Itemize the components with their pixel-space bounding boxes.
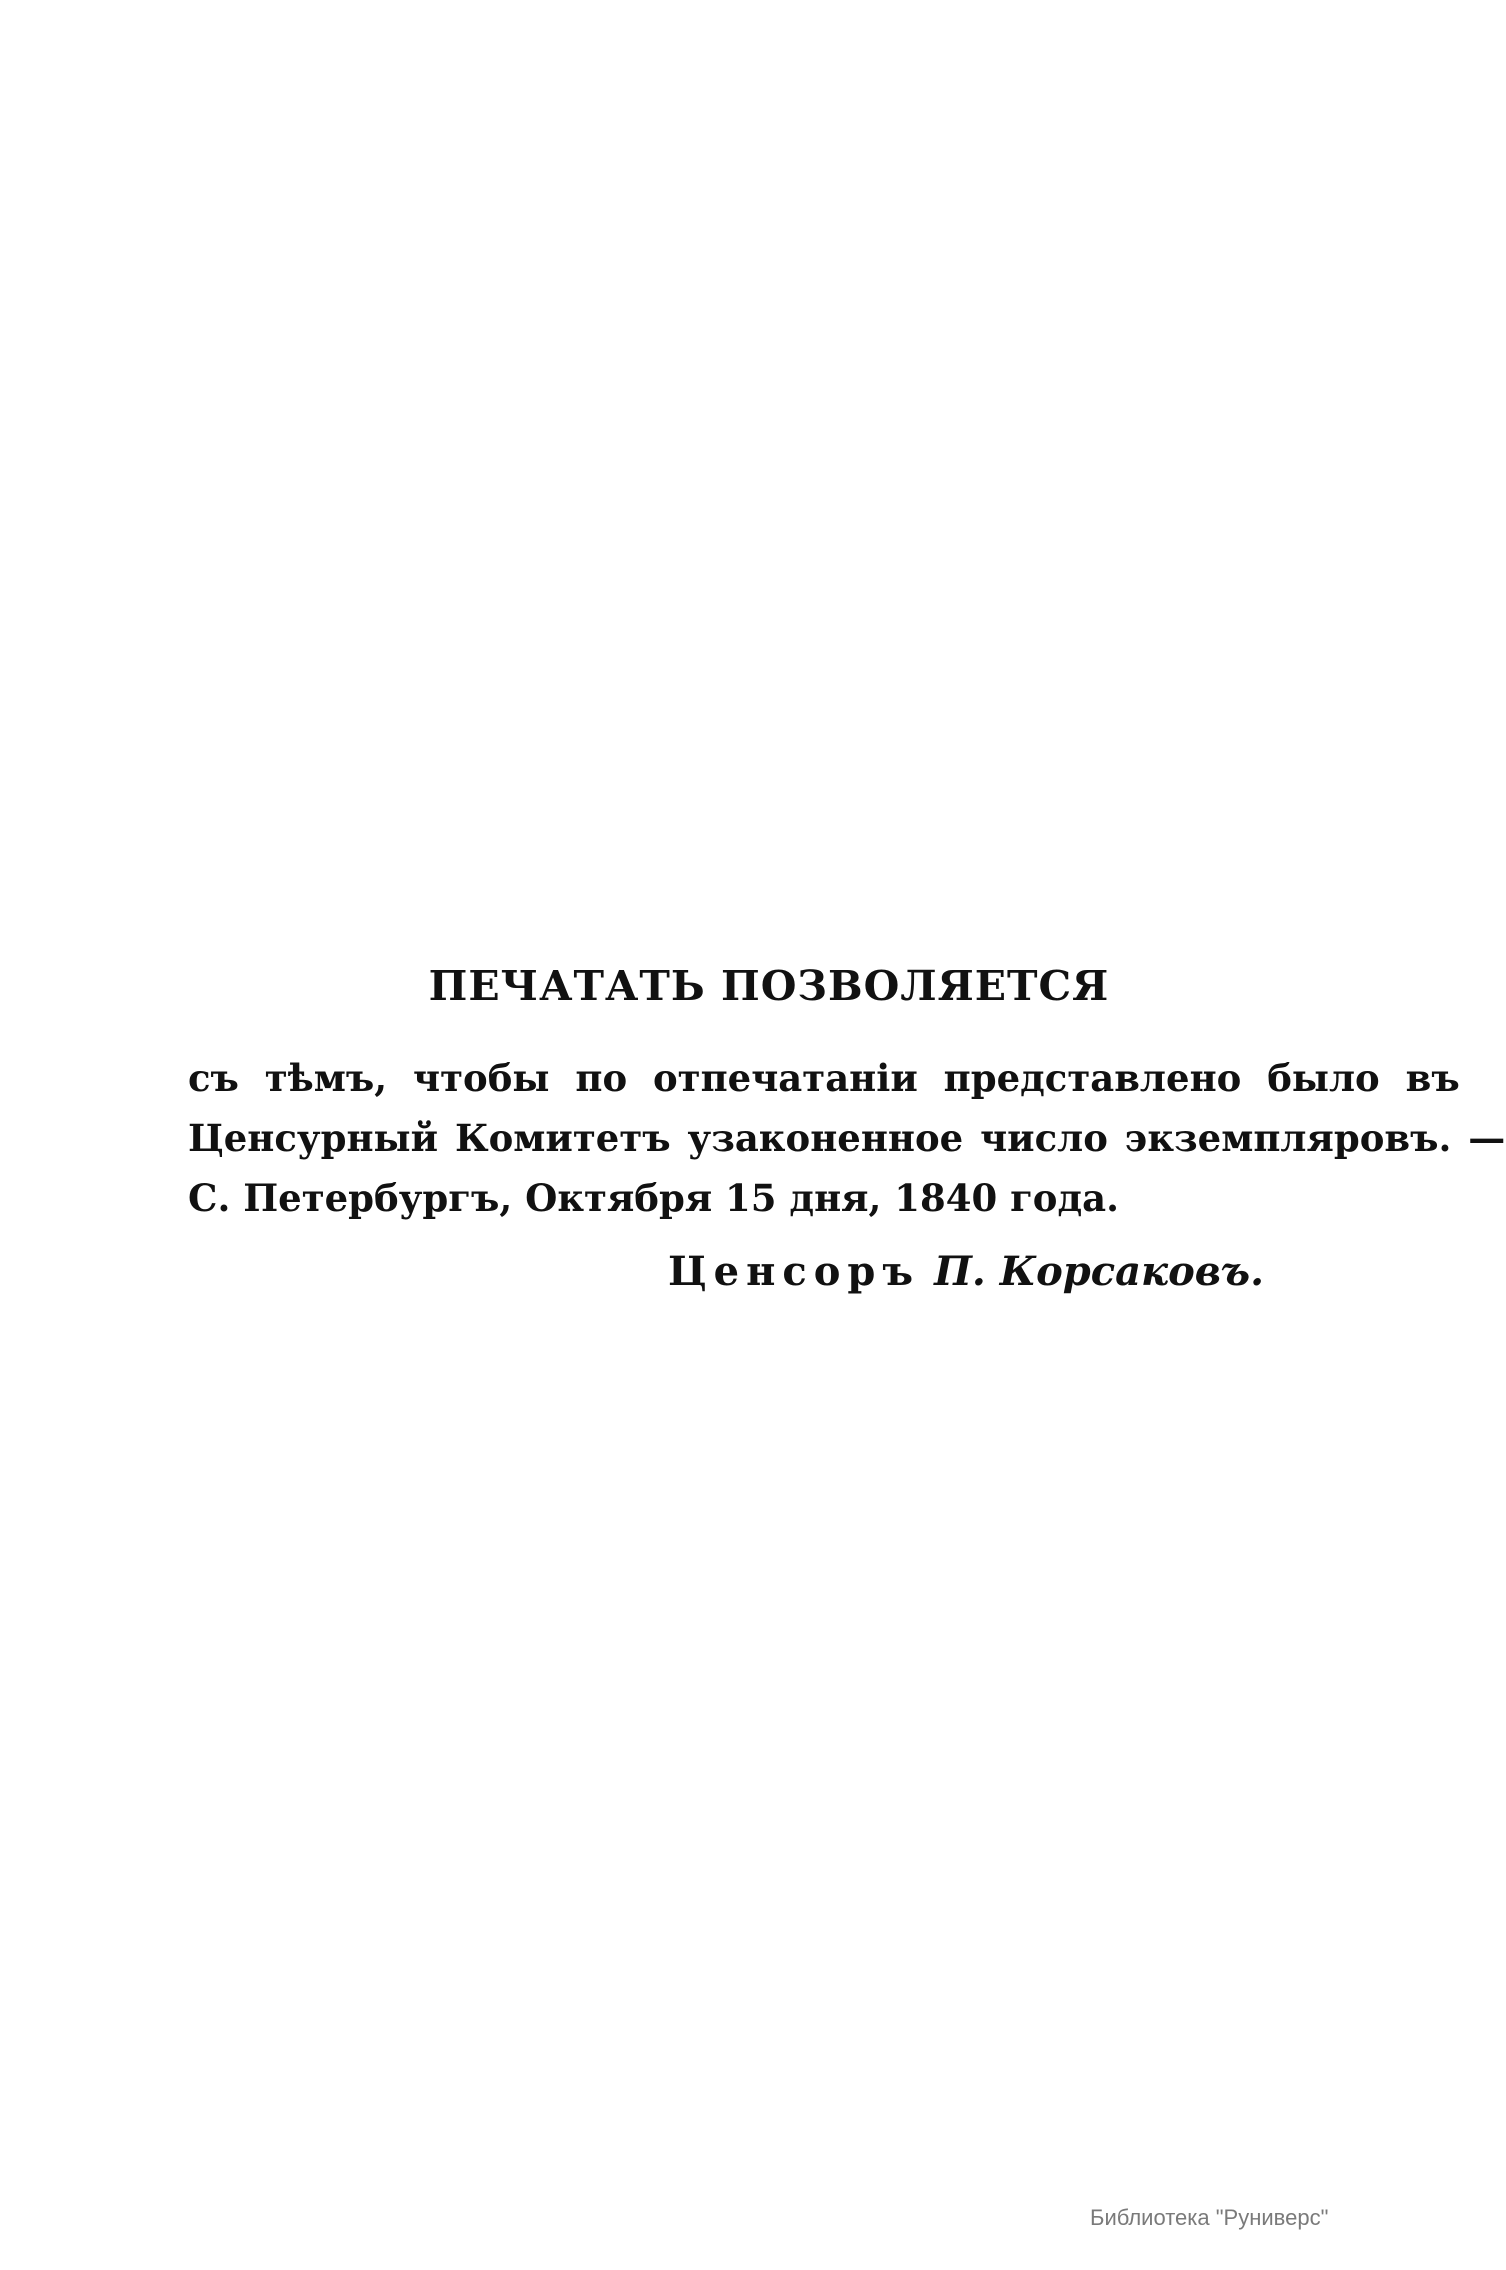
body-line-2: Ценсурный Комитетъ узаконенное число экземпляровъ. — <box>188 1116 1506 1160</box>
censor-signature <box>188 1248 1308 1295</box>
censor-title: Ценсоръ <box>668 1248 921 1295</box>
approval-heading: ПЕЧАТАТЬ ПОЗВОЛЯЕТСЯ <box>428 962 1110 1010</box>
censor-name: П. Корсаковъ. <box>934 1248 1265 1295</box>
approval-body <box>188 1048 1506 1228</box>
body-line-1: съ тѣмъ, чтобы по отпечатаніи представлено было въ <box>188 1056 1460 1100</box>
library-watermark: Библиотека "Руниверс" <box>1090 2205 1329 2230</box>
censorship-approval-block <box>188 962 1506 1295</box>
body-line-3: С. Петербургъ, Октября 15 дня, 1840 года. <box>188 1176 1119 1220</box>
